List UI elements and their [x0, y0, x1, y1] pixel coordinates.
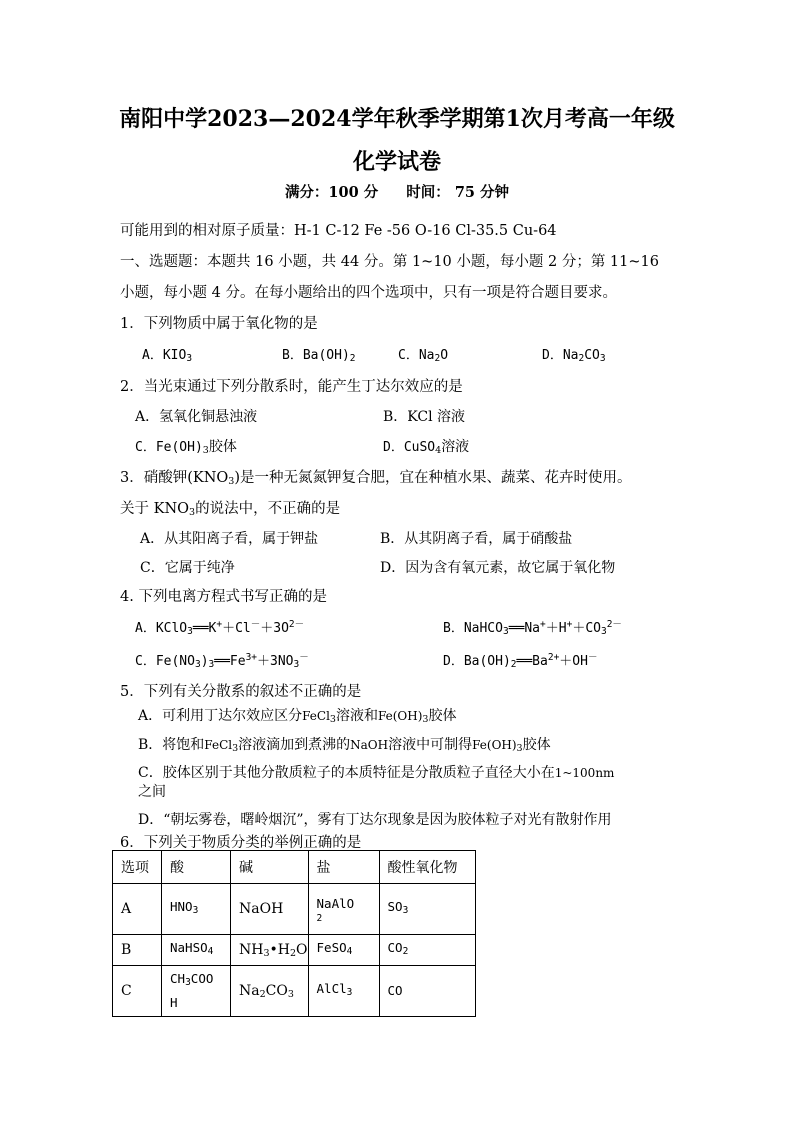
q1-option-b: B．$Ba(OH)_2$ [282, 348, 356, 364]
full-score: 满分：100 分 [284, 184, 379, 201]
q5-option-d: D．“朝坛雾卷，曙岭烟沉”，雾有丁达尔现象是因为胶体粒子对光有散射作用 [138, 812, 612, 828]
exam-subject-title: 化学试卷 [352, 149, 441, 175]
section1-intro-line2: 小题，每小题 4 分。在每小题给出的四个选项中，只有一项是符合题目要求。 [120, 285, 617, 301]
q3-stem-line2: 关于 $KNO_3$的说法中，不正确的是 [120, 501, 341, 518]
table-row [113, 884, 476, 935]
q2-option-b: B．KCl 溶液 [383, 409, 466, 425]
q2-option-a: A．氢氧化铜悬浊液 [135, 409, 258, 425]
q2-option-c: C．$Fe(OH)_3$胶体 [135, 439, 237, 456]
table-cell-oxide: $SO_3$ [379, 884, 475, 935]
exam-meta [0, 181, 794, 202]
q3-option-a: A．从其阳离子看，属于钾盐 [140, 531, 319, 547]
table-cell-acid: $CH_3COO$ H [162, 966, 231, 1017]
table-cell-base: $Na_2CO_3$ [231, 966, 309, 1017]
section1-intro-line1: 一、选题题：本题共 16 小题，共 44 分。第 1~10 小题，每小题 2 分；第 11~16 [120, 254, 659, 270]
q6-classification-table [112, 850, 476, 1017]
q2-option-d: D．CuSO$_4$溶液 [383, 439, 470, 456]
table-cell-option: A [113, 884, 162, 935]
table-row [113, 966, 476, 1017]
exam-title: 南阳中学2023—2024学年秋季学期第1次月考高一年级 [119, 106, 675, 132]
table-cell-option: C [113, 966, 162, 1017]
table-header-cell: 选项 [113, 851, 162, 884]
table-cell-option: B [113, 935, 162, 966]
q1-option-c: C．$Na_2O$ [398, 348, 449, 364]
table-row [113, 935, 476, 966]
q1-stem: 1．下列物质中属于氧化物的是 [120, 316, 318, 332]
q5-option-c-line2: 之间 [138, 784, 166, 800]
q3-stem-line1: 3．硝酸钾$(KNO_3)$是一种无氮氮钾复合肥，宜在种植水果、蔬菜、花卉时使用。 [120, 470, 632, 487]
table-header-cell: 盐 [308, 851, 379, 884]
q4-option-a: A．$KClO_3══K^++Cl^-+3O^{2-}$ [135, 619, 305, 637]
q4-option-b: B．$NaHCO_3══Na^++H^++CO_3^{2-}$ [443, 619, 622, 637]
table-header-cell: 酸性氧化物 [379, 851, 475, 884]
table-cell-salt: AlCl$_3$ [308, 966, 379, 1017]
table-header-cell: 酸 [162, 851, 231, 884]
q3-option-b: B．从其阴离子看，属于硝酸盐 [380, 531, 573, 547]
q4-option-c: C．$Fe(NO_3)_3══Fe^{3+}+3NO_3^-$ [135, 652, 309, 670]
table-cell-base: NaOH [231, 884, 309, 935]
q6-stem: 6．下列关于物质分类的举例正确的是 [120, 835, 362, 851]
q5-option-c-line1: C．胶体区别于其他分散质粒子的本质特征是分散质粒子直径大小在1~100nm [138, 765, 615, 781]
q1-option-d: D．$Na_2CO_3$ [542, 348, 606, 364]
table-header-row [113, 851, 476, 884]
q5-stem: 5．下列有关分散系的叙述不正确的是 [120, 684, 362, 700]
q5-option-b: B．将饱和FeCl$_3$溶液滴加到煮沸的NaOH溶液中可制得$Fe(OH)_3$胶体 [138, 737, 551, 754]
q4-stem: 4. 下列电离方程式书写正确的是 [120, 589, 327, 605]
q1-option-a: A．$KIO_3$ [142, 348, 193, 364]
q2-stem: 2．当光束通过下列分散系时，能产生丁达尔效应的是 [120, 379, 463, 395]
q3-option-c: C．它属于纯净 [140, 560, 235, 576]
table-cell-base: $NH_3•H_2O$ [231, 935, 309, 966]
q3-option-d: D．因为含有氧元素，故它属于氧化物 [380, 560, 616, 576]
q5-option-a: A．可利用丁达尔效应区分FeCl$_3$溶液和$Fe(OH)_3$胶体 [138, 708, 457, 725]
table-cell-acid: $HNO_3$ [162, 884, 231, 935]
exam-time: 时间： 75 分钟 [406, 184, 510, 201]
atomic-masses: 可能用到的相对原子质量：H-1 C-12 Fe -56 O-16 Cl-35.5 Cu-64 [120, 223, 557, 239]
table-cell-oxide: CO [379, 966, 475, 1017]
table-cell-oxide: $CO_2$ [379, 935, 475, 966]
table-cell-salt: FeSO$_4$ [308, 935, 379, 966]
table-header-cell: 碱 [231, 851, 309, 884]
q4-option-d: D．$Ba(OH)_2══Ba^{2+}+OH^-$ [443, 652, 598, 670]
table-cell-acid: NaHSO$_4$ [162, 935, 231, 966]
table-cell-salt: NaAlO 2 [308, 884, 379, 935]
